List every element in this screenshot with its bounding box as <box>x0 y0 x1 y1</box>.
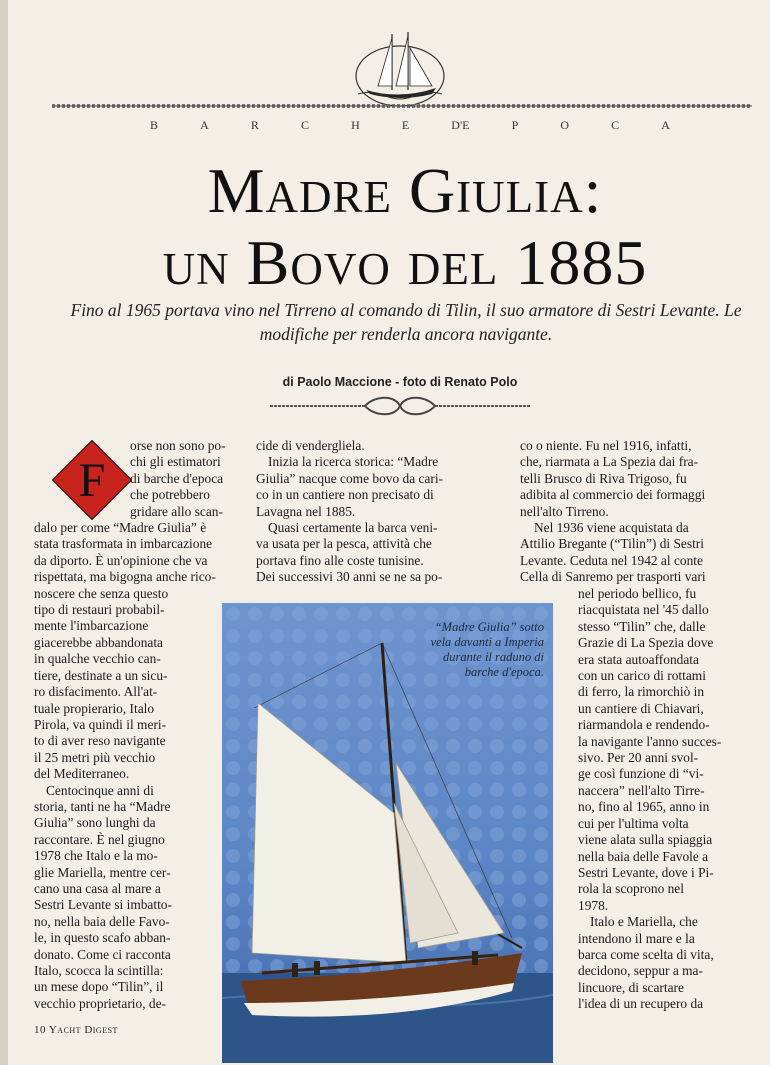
text-line: in qualche vecchio can- <box>34 651 161 667</box>
text-line: sivo. Per 20 anni svol- <box>578 750 699 766</box>
section-letter: A <box>200 118 209 132</box>
text-line: riarmandola e rendendo- <box>578 717 710 733</box>
text-line: ge così funzione di “vi- <box>578 766 704 782</box>
headline-line-2: un Bovo del 1885 <box>162 227 648 298</box>
text-line: orse non sono po- <box>130 438 226 453</box>
text-line: dalo per come “Madre Giulia” è <box>34 520 207 536</box>
text-line: Sestri Levante si imbatto- <box>34 897 172 913</box>
dropcap-letter: F <box>78 454 106 507</box>
text-line: no, fino al 1965, anno in <box>578 799 710 815</box>
text-line: 1978. <box>578 897 609 913</box>
text-line: la navigante l'anno succes- <box>578 733 722 749</box>
text-line: ro disfacimento. All'at- <box>34 684 158 700</box>
text-line: Grazie di La Spezia dove <box>578 635 714 651</box>
text-line: rola la scoprono nel <box>578 881 684 897</box>
text-line: l'idea di un recupero da <box>578 996 704 1012</box>
section-letter: H <box>351 118 360 132</box>
section-letter: R <box>250 118 259 132</box>
section-letter: D'E <box>451 118 470 132</box>
text-line: noscere che senza questo <box>34 585 169 601</box>
text-line: tuale propierario, Italo <box>34 700 155 716</box>
page-folio: 10 Yacht Digest <box>34 1024 118 1036</box>
text-line: del Mediterraneo. <box>34 766 130 782</box>
text-line: tipo di restauri probabil- <box>34 602 165 618</box>
text-line: riacquistata nel '45 dallo <box>578 602 709 618</box>
text-line: donato. Come ci racconta <box>34 946 171 962</box>
text-line: le, in questo scafo abban- <box>34 930 171 946</box>
section-label <box>150 118 670 133</box>
knot-divider <box>270 395 530 417</box>
text-line: di barche d'epoca <box>130 470 224 486</box>
text-line: il 25 metri più vecchio <box>34 749 156 765</box>
text-line: che, riarmata a La Spezia dai fra- <box>520 454 699 470</box>
text-line: stata trasformata in imbarcazione <box>34 536 213 552</box>
section-letter: A <box>661 118 670 132</box>
text-line: Cella di Sanremo per trasporti vari <box>520 569 706 585</box>
text-line: cide di vendergliela. <box>256 438 365 453</box>
section-letter: O <box>560 118 570 132</box>
text-line: Lavagna nel 1885. <box>256 503 356 519</box>
section-letter: B <box>150 118 159 132</box>
text-line: giacerebbe abbandonata <box>34 634 163 650</box>
text-line: co in un cantiere non precisato di <box>256 487 434 503</box>
text-line: di ferro, la rimorchiò in <box>578 684 705 700</box>
standfirst: Fino al 1965 portava vino nel Tirreno al comando di Tilin, il suo armatore di Sestri Levante. Le modifiche per renderla ancora navigante. <box>70 300 742 344</box>
text-line: Inizia la ricerca storica: “Madre <box>268 454 439 470</box>
text-line: rispettata, ma bigogna anche rico- <box>34 569 216 585</box>
text-line: vecchio proprietario, de- <box>34 995 166 1011</box>
headline-line-1: Madre Giulia: <box>207 155 603 226</box>
text-line: viene alata sulla spiaggia <box>578 832 713 848</box>
photo-caption: “Madre Giulia” sotto vela davanti a Imperia durante il raduno di barche d'epoca. <box>430 620 544 679</box>
text-line: co o niente. Fu nel 1916, infatti, <box>520 438 692 453</box>
text-line: adibita al commercio dei formaggi <box>520 487 706 503</box>
text-line: Pirola, va quindi il meri- <box>34 716 167 732</box>
text-line: Centocinque anni di <box>46 782 154 798</box>
body-column-3-continued <box>578 586 750 1013</box>
text-line: mente l'imbarcazione <box>34 618 149 634</box>
text-line: Sestri Levante, dove i Pi- <box>578 864 714 880</box>
page-edge <box>0 0 8 1065</box>
text-line: cui per l'ultima volta <box>578 815 689 831</box>
text-line: storia, tanti ne ha “Madre <box>34 798 171 814</box>
text-line: stesso “Tilin” che, dalle <box>578 618 706 634</box>
text-line: Dei successivi 30 anni se ne sa po- <box>256 569 443 585</box>
section-letter: C <box>611 118 620 132</box>
text-line: tiere, destinate a un sicu- <box>34 667 168 683</box>
text-line: era stata autoaffondata <box>578 651 699 667</box>
text-line: decidono, seppur a ma- <box>578 963 703 979</box>
text-line: Nel 1936 viene acquistata da <box>534 520 689 536</box>
text-line: nella baia delle Favole a <box>578 848 709 864</box>
text-line: barca come scelta di vita, <box>578 946 714 962</box>
section-letter: P <box>511 118 519 132</box>
text-line: intendono il mare e la <box>578 930 695 946</box>
text-line: Attilio Bregante (“Tilin”) di Sestri <box>520 536 704 552</box>
text-line: telli Brusco di Riva Trigoso, fu <box>520 470 687 486</box>
text-line: Italo e Mariella, che <box>590 914 698 930</box>
section-letter: C <box>300 118 309 132</box>
text-line: un mese dopo “Tilin”, il <box>34 979 164 995</box>
text-line: gridare allo scan- <box>130 503 223 519</box>
text-line: che potrebbero <box>130 487 210 503</box>
text-line: glie Mariella, mentre cer- <box>34 864 171 880</box>
text-line: nel periodo bellico, fu <box>578 586 697 601</box>
body-column-1 <box>34 438 244 1012</box>
text-line: 1978 che Italo e la mo- <box>34 848 158 864</box>
text-line: no, nella baia delle Favo- <box>34 913 170 929</box>
schooner-emblem-icon <box>352 28 448 108</box>
text-line: Italo, scocca la scintilla: <box>34 963 164 978</box>
text-line: nell'alto Tirreno. <box>520 503 609 519</box>
byline: di Paolo Maccione - foto di Renato Polo <box>282 375 518 389</box>
text-line: chi gli estimatori <box>130 454 221 470</box>
text-line: portava fino alle coste tunisine. <box>256 552 424 568</box>
rope-divider <box>52 102 752 110</box>
text-line: va usata per la pesca, attività che <box>256 536 432 552</box>
text-line: naccera” nell'alto Tirre- <box>578 782 705 798</box>
text-line: Levante. Ceduta nel 1942 al conte <box>520 552 703 568</box>
text-line: lincuore, di scartare <box>578 979 684 995</box>
section-letter: E <box>401 118 410 132</box>
body-column-3 <box>520 438 750 586</box>
text-line: Giulia” nacque come bovo da cari- <box>256 470 444 486</box>
text-line: con un carico di rottami <box>578 668 706 684</box>
text-line: da diporto. È un'opinione che va <box>34 552 208 568</box>
text-line: raccontare. È nel giugno <box>34 831 165 847</box>
text-line: Giulia” sono lunghi da <box>34 815 156 831</box>
text-line: cano una casa al mare a <box>34 880 161 896</box>
text-line: un cantiere di Chiavari, <box>578 700 704 716</box>
text-line: to di aver reso navigante <box>34 733 166 749</box>
text-line: Quasi certamente la barca veni- <box>268 520 438 536</box>
body-column-2 <box>256 438 504 586</box>
